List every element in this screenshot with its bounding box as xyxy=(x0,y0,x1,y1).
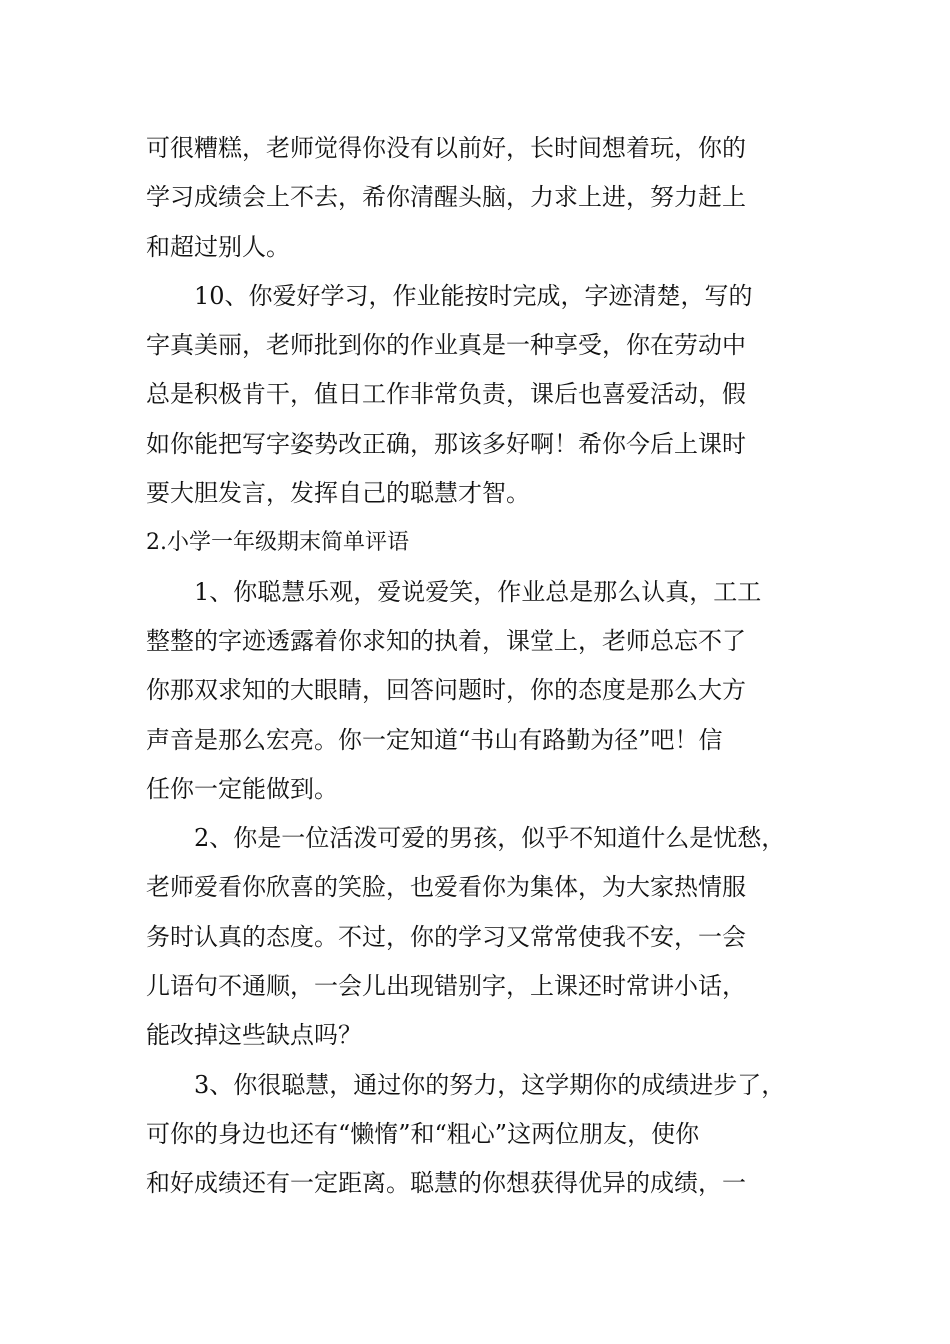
text-line: 能改掉这些缺点吗？ xyxy=(146,1021,362,1050)
paragraph-start-line: 3、你很聪慧，通过你的努力，这学期你的成绩进步了， xyxy=(194,1070,786,1099)
text-line: 和好成绩还有一定距离。聪慧的你想获得优异的成绩，一 xyxy=(146,1169,746,1198)
section-heading: 2.小学一年级期末简单评语 xyxy=(146,530,409,556)
text-line: 老师爱看你欣喜的笑脸，也爱看你为集体，为大家热情服 xyxy=(146,873,746,902)
text-line: 任你一定能做到。 xyxy=(146,774,338,803)
text-line: 学习成绩会上不去，希你清醒头脑，力求上进，努力赶上 xyxy=(146,183,746,212)
text-line: 字真美丽，老师批到你的作业真是一种享受，你在劳动中 xyxy=(146,331,746,360)
text-line: 和超过别人。 xyxy=(146,232,290,261)
text-line: 总是积极肯干，值日工作非常负责，课后也喜爱活动，假 xyxy=(146,380,746,409)
paragraph-start-line: 10、你爱好学习，作业能按时完成，字迹清楚，写的 xyxy=(194,281,753,310)
text-line: 可很糟糕，老师觉得你没有以前好，长时间想着玩，你的 xyxy=(146,134,746,162)
paragraph-start-line: 2、你是一位活泼可爱的男孩，似乎不知道什么是忧愁， xyxy=(194,824,786,853)
text-line: 要大胆发言，发挥自己的聪慧才智。 xyxy=(146,479,530,508)
text-line: 务时认真的态度。不过，你的学习又常常使我不安，一会 xyxy=(146,922,746,951)
document-body xyxy=(146,124,811,1209)
text-line: 如你能把写字姿势改正确，那该多好啊！希你今后上课时 xyxy=(146,429,746,458)
text-line: 声音是那么宏亮。你一定知道“书山有路勤为径”吧！信 xyxy=(146,725,723,754)
text-line: 儿语句不通顺，一会儿出现错别字，上课还时常讲小话， xyxy=(146,972,746,1001)
paragraph-start-line: 1、你聪慧乐观，爱说爱笑，作业总是那么认真，工工 xyxy=(194,577,762,606)
text-line: 你那双求知的大眼睛，回答问题时，你的态度是那么大方 xyxy=(146,676,746,705)
text-line: 整整的字迹透露着你求知的执着，课堂上，老师总忘不了 xyxy=(146,626,746,655)
text-line: 可你的身边也还有“懒惰”和“粗心”这两位朋友，使你 xyxy=(146,1119,700,1148)
